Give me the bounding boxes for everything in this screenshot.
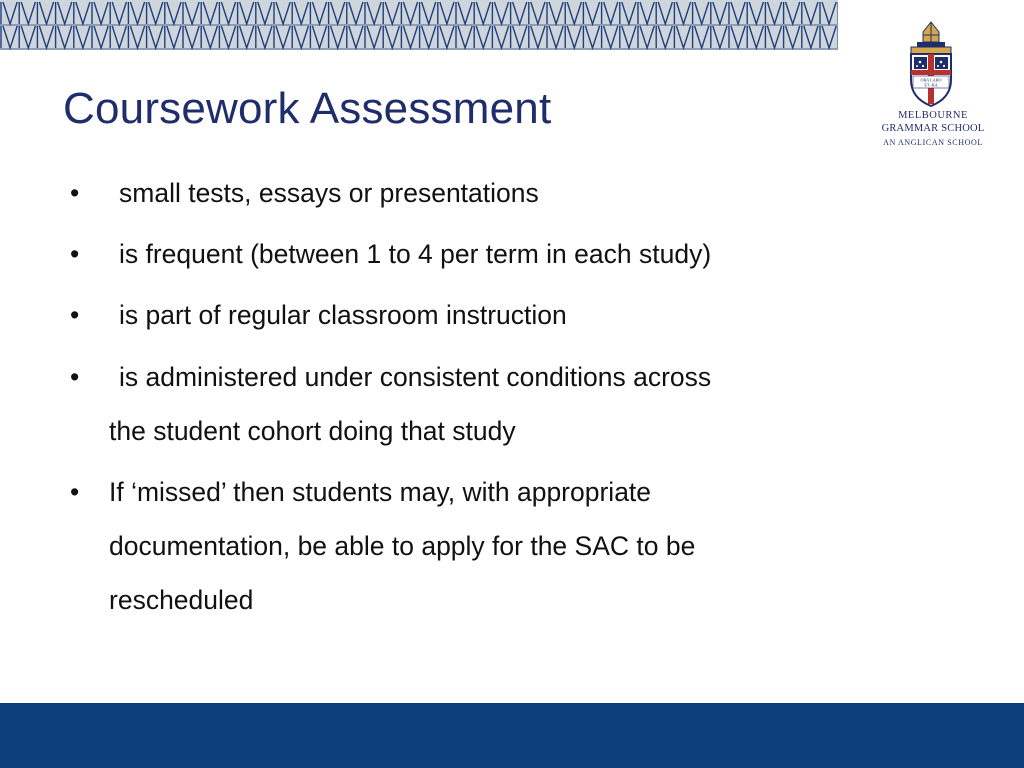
zigzag-segment	[37, 26, 53, 48]
zigzag-segment	[529, 26, 545, 48]
bullet-text-line2: the student cohort doing that study	[109, 416, 516, 446]
crest-motto-line1: ORA LABO	[920, 77, 942, 83]
zigzag-segment	[693, 26, 709, 48]
zigzag-segment	[383, 26, 399, 48]
zigzag-segment	[329, 2, 345, 24]
header-pattern-band	[0, 0, 838, 50]
zigzag-segment	[219, 26, 235, 48]
school-crest-icon	[905, 20, 957, 108]
bullet-symbol: •	[70, 362, 80, 392]
zigzag-segment	[547, 2, 563, 24]
logo-text-line1: MELBOURNE	[898, 110, 968, 121]
zigzag-segment	[256, 26, 272, 48]
zigzag-segment	[456, 2, 472, 24]
zigzag-segment	[274, 2, 290, 24]
zigzag-segment	[401, 26, 417, 48]
zigzag-segment	[365, 26, 381, 48]
zigzag-segment	[165, 2, 181, 24]
zigzag-segment	[784, 26, 800, 48]
bullet-text-line2: documentation, be able to apply for the SAC to be	[109, 531, 696, 561]
zigzag-segment	[201, 26, 217, 48]
zigzag-segment	[347, 2, 363, 24]
zigzag-segment	[474, 26, 490, 48]
zigzag-pattern-graphic	[0, 0, 838, 50]
bullet-symbol: •	[70, 239, 80, 269]
zigzag-segment	[110, 2, 126, 24]
zigzag-segment	[256, 2, 272, 24]
zigzag-segment	[365, 2, 381, 24]
zigzag-segment	[565, 2, 581, 24]
zigzag-segment	[420, 2, 436, 24]
zigzag-segment	[238, 2, 254, 24]
zigzag-segment	[329, 26, 345, 48]
zigzag-segment	[583, 26, 599, 48]
zigzag-segment	[310, 2, 326, 24]
zigzag-segment	[1, 26, 17, 48]
footer-band	[0, 703, 1024, 768]
crest-motto-line2: ET ‑RA	[924, 82, 938, 88]
zigzag-segment	[110, 26, 126, 48]
zigzag-segment	[711, 26, 727, 48]
zigzag-segment	[511, 26, 527, 48]
zigzag-segment	[729, 2, 745, 24]
zigzag-segment	[693, 2, 709, 24]
zigzag-segment	[183, 2, 199, 24]
bullet-text-wrap	[109, 465, 899, 627]
zigzag-segment	[711, 2, 727, 24]
zigzag-segment	[765, 26, 781, 48]
zigzag-segment	[583, 2, 599, 24]
zigzag-segment	[747, 26, 763, 48]
zigzag-segment	[56, 26, 72, 48]
zigzag-segment	[219, 2, 235, 24]
zigzag-segment	[19, 26, 35, 48]
zigzag-segment	[438, 2, 454, 24]
zigzag-segment	[529, 2, 545, 24]
zigzag-segment	[656, 26, 672, 48]
zigzag-segment	[620, 26, 636, 48]
zigzag-segment	[638, 2, 654, 24]
slide-title: Coursework Assessment	[63, 84, 552, 133]
zigzag-segment	[292, 26, 308, 48]
bullet-symbol: •	[70, 477, 80, 507]
bullet-text-wrap	[109, 166, 899, 220]
bullet-text-wrap	[109, 288, 899, 342]
zigzag-segment	[74, 2, 90, 24]
zigzag-segment	[37, 2, 53, 24]
zigzag-segment	[128, 2, 144, 24]
zigzag-segment	[802, 2, 818, 24]
bullet-text-line1: is administered under consistent conditions across	[119, 362, 712, 392]
zigzag-segment	[511, 2, 527, 24]
bullet-text-wrap	[109, 227, 899, 281]
zigzag-segment	[92, 2, 108, 24]
zigzag-segment	[456, 26, 472, 48]
zigzag-segment	[147, 2, 163, 24]
bullet-text-line1: If ‘missed’ then students may, with appropriate	[109, 477, 652, 507]
zigzag-segment	[620, 2, 636, 24]
zigzag-segment	[74, 26, 90, 48]
zigzag-segment	[274, 26, 290, 48]
bullet-text-line3: rescheduled	[109, 585, 254, 615]
zigzag-segment	[656, 2, 672, 24]
bullet-text: is frequent (between 1 to 4 per term in each study)	[119, 239, 712, 269]
bullet-text: small tests, essays or presentations	[119, 178, 539, 208]
zigzag-segment	[729, 26, 745, 48]
zigzag-segment	[638, 26, 654, 48]
zigzag-segment	[238, 26, 254, 48]
zigzag-segment	[201, 2, 217, 24]
zigzag-segment	[765, 2, 781, 24]
zigzag-segment	[420, 26, 436, 48]
zigzag-segment	[492, 2, 508, 24]
zigzag-segment	[147, 26, 163, 48]
zigzag-segment	[438, 26, 454, 48]
zigzag-segment	[401, 2, 417, 24]
zigzag-segment	[820, 26, 836, 48]
zigzag-segment	[820, 2, 836, 24]
zigzag-segment	[747, 2, 763, 24]
zigzag-segment	[1, 2, 17, 24]
logo-text-line2: GRAMMAR SCHOOL	[881, 123, 985, 134]
logo-text-line3: AN ANGLICAN SCHOOL	[883, 138, 983, 147]
zigzag-segment	[165, 26, 181, 48]
bullet-symbol: •	[70, 300, 80, 330]
zigzag-segment	[92, 26, 108, 48]
zigzag-segment	[674, 2, 690, 24]
zigzag-segment	[492, 26, 508, 48]
zigzag-segment	[310, 26, 326, 48]
zigzag-segment	[784, 2, 800, 24]
bullet-text-wrap	[109, 350, 899, 458]
zigzag-segment	[565, 26, 581, 48]
zigzag-segment	[602, 2, 618, 24]
zigzag-segment	[347, 26, 363, 48]
school-logo	[868, 20, 998, 150]
zigzag-segment	[56, 2, 72, 24]
zigzag-segment	[674, 26, 690, 48]
zigzag-segment	[474, 2, 490, 24]
zigzag-segment	[183, 26, 199, 48]
zigzag-segment	[547, 26, 563, 48]
zigzag-segment	[602, 26, 618, 48]
bullet-text: is part of regular classroom instruction	[119, 300, 567, 330]
zigzag-segment	[383, 2, 399, 24]
zigzag-segment	[128, 26, 144, 48]
zigzag-segment	[802, 26, 818, 48]
zigzag-segment	[19, 2, 35, 24]
zigzag-segment	[292, 2, 308, 24]
bullet-symbol: •	[70, 178, 80, 208]
